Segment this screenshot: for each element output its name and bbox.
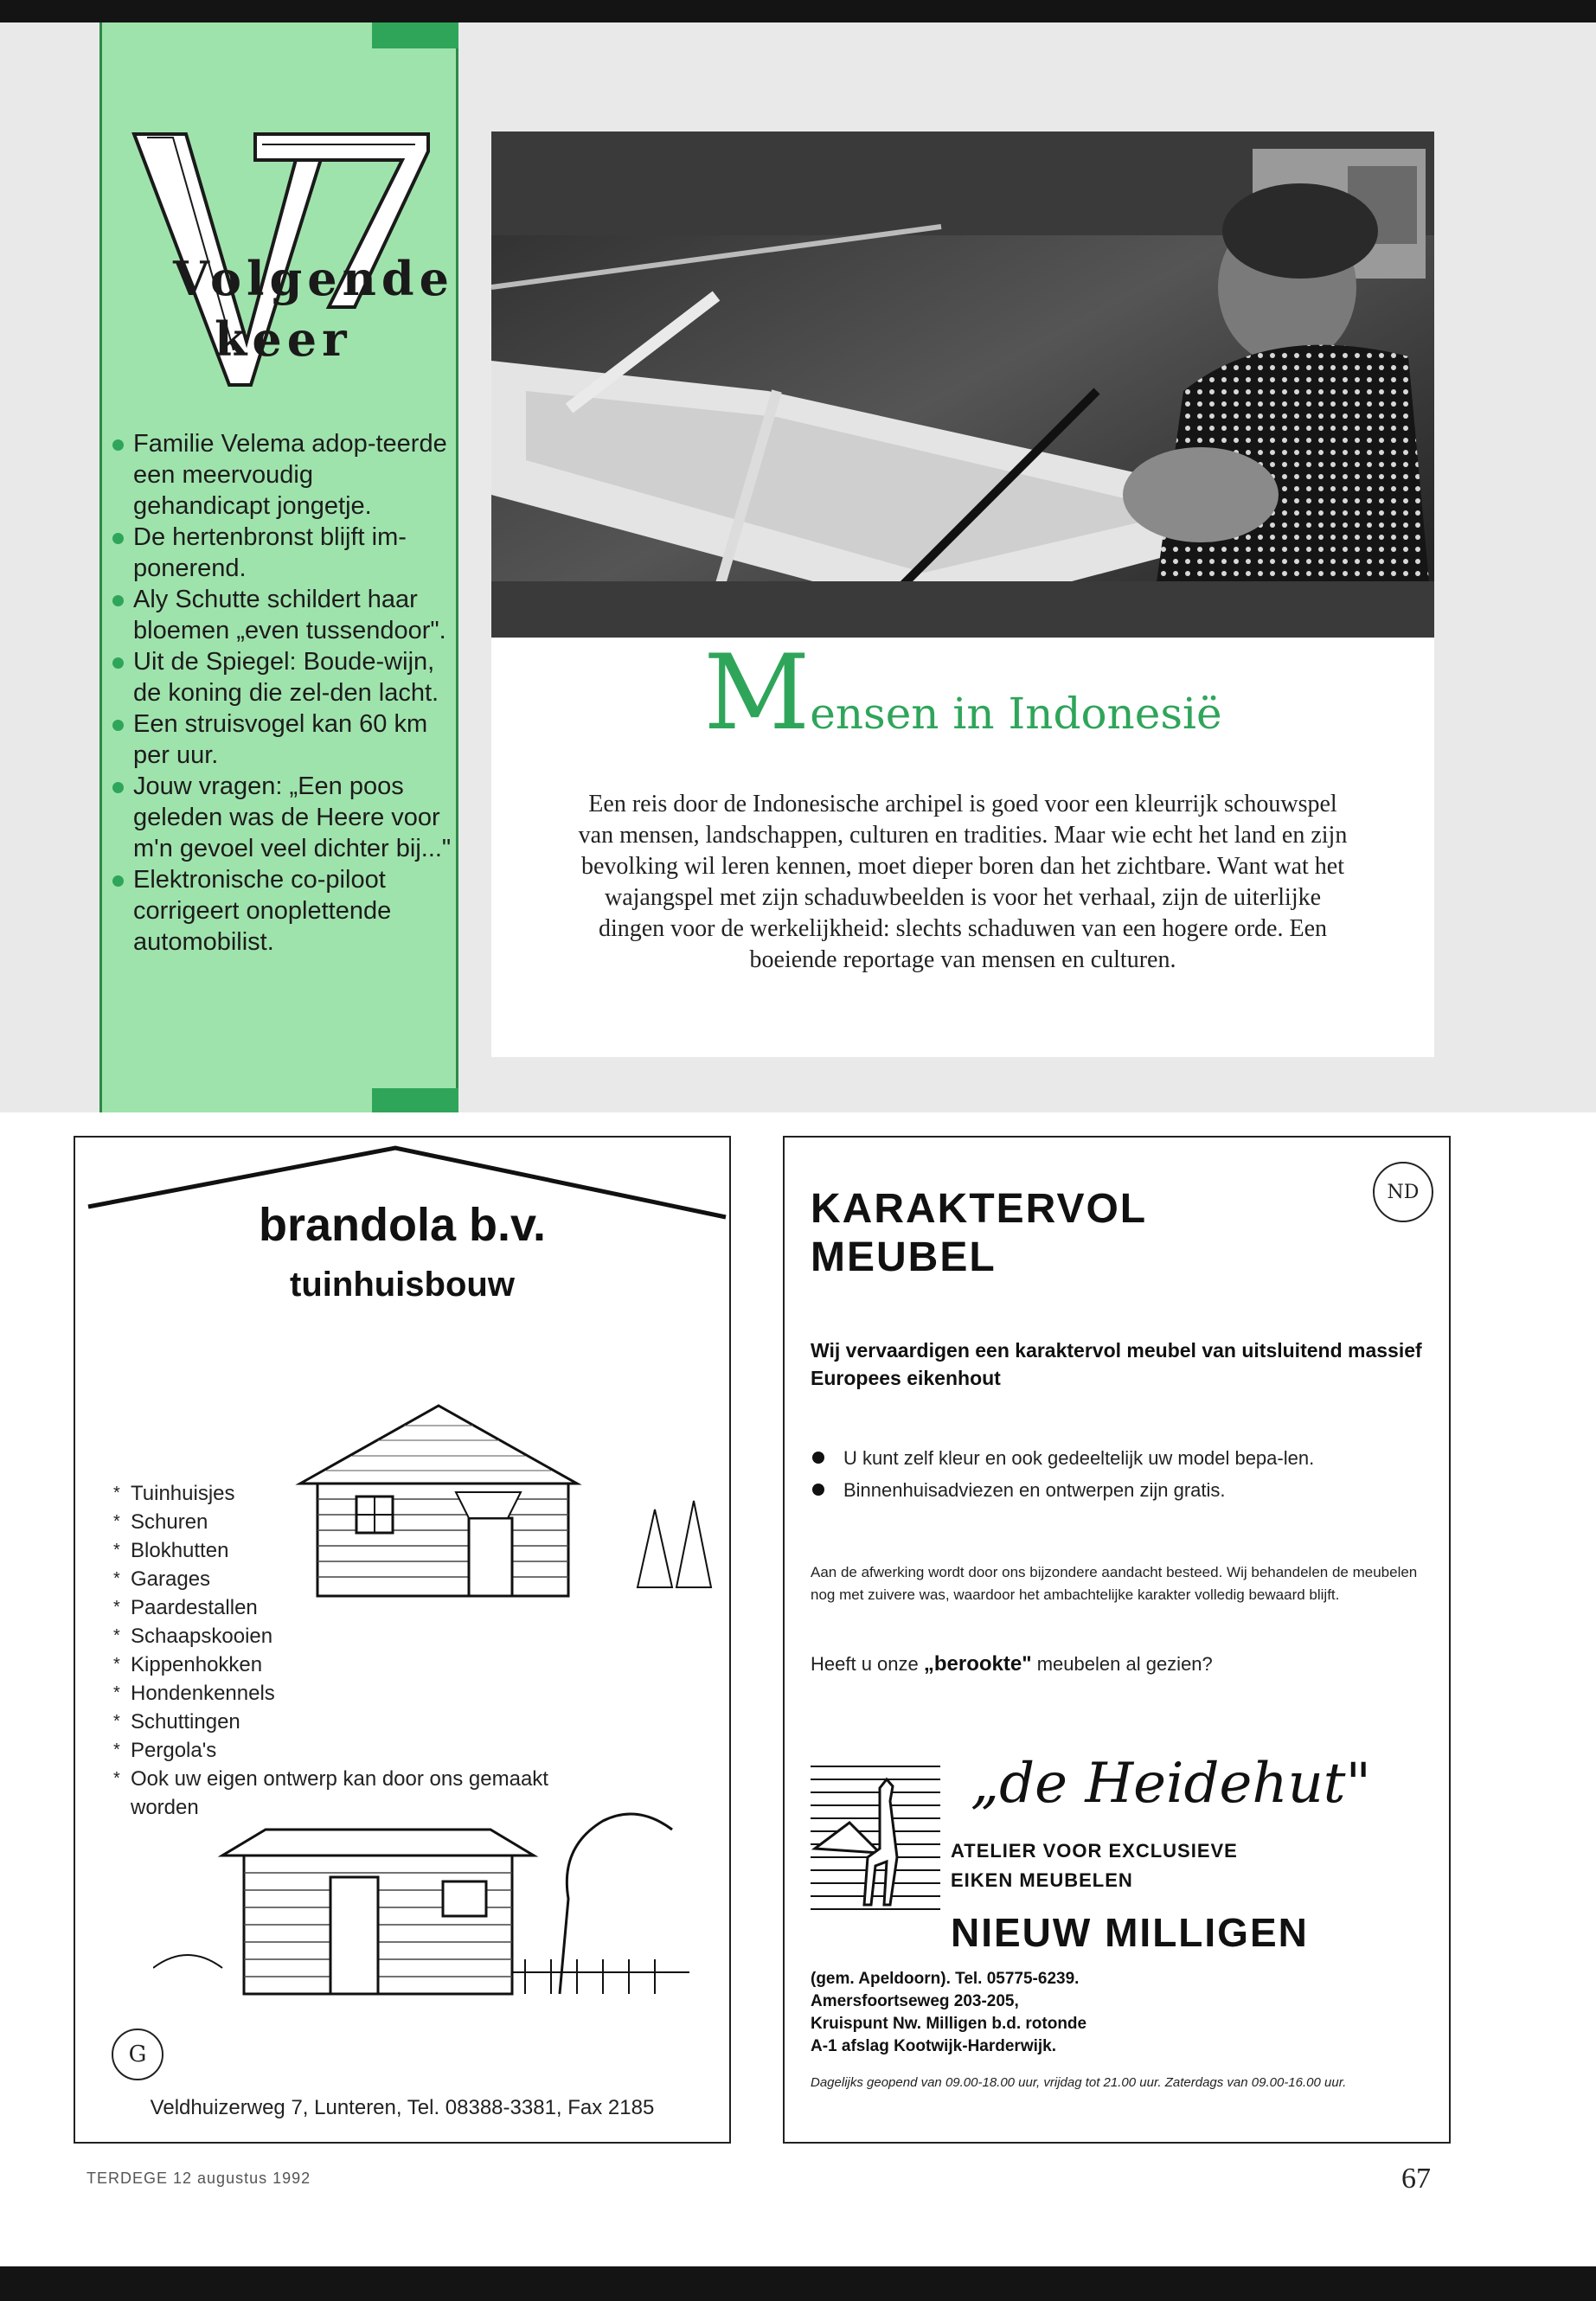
product-item: * Hondenkennels <box>110 1679 563 1708</box>
product-item: * Blokhutten <box>110 1536 563 1565</box>
heidehut-brand: „de Heidehut" <box>971 1752 1371 1816</box>
question-post: meubelen al gezien? <box>1036 1653 1213 1675</box>
question-pre: Heeft u onze <box>811 1653 919 1675</box>
green-tab-top <box>372 22 458 48</box>
product-item: * Kippenhokken <box>110 1650 563 1679</box>
teaser-item: Jouw vragen: „Een poos geleden was de Heere voor m'n gevoel veel dichter bij..." <box>106 771 452 864</box>
article-panel <box>491 131 1434 1057</box>
address-line: Amersfoortseweg 203-205, <box>811 1992 1019 2010</box>
address-line: A-1 afslag Kootwijk-Harderwijk. <box>811 2037 1057 2055</box>
address-line: (gem. Apeldoorn). Tel. 05775-6239. <box>811 1970 1080 1988</box>
opening-hours: Dagelijks geopend van 09.00-18.00 uur, vrijdag tot 21.00 uur. Zaterdags van 09.00-16.00 uur. <box>811 2075 1347 2090</box>
atelier-line: ATELIER VOOR EXCLUSIEVE <box>951 1840 1238 1862</box>
feature-list <box>811 1445 1425 1509</box>
heidehut-address <box>811 1968 1442 2058</box>
product-item: * Schuttingen <box>110 1708 563 1736</box>
heading-keer: keer <box>215 311 352 367</box>
product-item: * Schaapskooien <box>110 1622 563 1650</box>
product-item: * Paardestallen <box>110 1593 563 1622</box>
question-bold: „berookte" <box>923 1652 1032 1676</box>
weaving-woman-photo <box>491 131 1434 638</box>
town-name: NIEUW MILLIGEN <box>951 1910 1309 1955</box>
finishing-note: Aan de afwerking wordt door ons bijzondere aandacht besteed. Wij behandelen de meubelen nog met zuivere was, waardoor het ambachtelijke karakter volledig bewaard blijft. <box>811 1564 1418 1603</box>
green-tab-bottom <box>372 1088 458 1112</box>
nd-badge-icon: ND <box>1373 1162 1433 1222</box>
feature-item: U kunt zelf kleur en ook gedeeltelijk uw model bepa-len. <box>811 1445 1425 1471</box>
g-badge-icon: G <box>112 2029 163 2080</box>
brandola-name: brandola b.v. <box>258 1199 547 1251</box>
teaser-list <box>106 428 452 958</box>
headline <box>811 1185 1147 1282</box>
top-border <box>0 0 1596 22</box>
publication-line: TERDEGE 12 augustus 1992 <box>87 2170 311 2187</box>
teaser-item: Elektronische co-piloot corrigeert onoplettende automobilist. <box>106 864 452 958</box>
product-item: * Pergola's <box>110 1736 563 1765</box>
atelier-line: EIKEN MEUBELEN <box>951 1869 1133 1891</box>
product-item: * Garages <box>110 1565 563 1593</box>
brandola-address: Veldhuizerweg 7, Lunteren, Tel. 08388-3381, Fax 2185 <box>150 2096 655 2119</box>
question-line <box>811 1652 1425 1676</box>
product-item: * Tuinhuisjes <box>110 1479 563 1508</box>
bottom-border <box>0 2266 1596 2301</box>
teaser-item: De hertenbronst blijft im-ponerend. <box>106 522 452 584</box>
headline-line: MEUBEL <box>811 1234 997 1280</box>
heading-volgende: Volgende <box>173 251 454 306</box>
intro-text: Wij vervaardigen een karaktervol meubel van uitsluitend massief Europees eikenhout <box>811 1339 1422 1389</box>
shed-icon <box>153 1795 707 2020</box>
product-item: * Ook uw eigen ontwerp kan door ons gemaakt worden <box>110 1765 563 1822</box>
title-rest: ensen in Indonesië <box>810 689 1222 739</box>
brandola-advertisement <box>74 1136 731 2144</box>
page-number: 67 <box>1401 2163 1431 2195</box>
teaser-item: Aly Schutte schildert haar bloemen „even tussendoor". <box>106 584 452 646</box>
headline-line: KARAKTERVOL <box>811 1186 1148 1232</box>
article-body: Een reis door de Indonesische archipel is goed voor een kleurrijk schouwspel van mensen, landschappen, culturen en tradities. Maar wie echt het land en zijn bevolking wil leren kennen, moet dieper boren dan het zichtbare. Want wat het wajangspel met zijn schaduwbeelden is voor het verhaal, zijn de uiterlijke dingen voor de werkelijkheid: slechts schaduwen van een hogere orde. Een boeiende reportage van mensen en culturen. <box>578 791 1348 973</box>
heidehut-advertisement <box>783 1136 1451 2144</box>
brandola-subtitle: tuinhuisbouw <box>290 1266 515 1304</box>
title-initial: M <box>703 633 811 753</box>
product-list <box>110 1479 563 1822</box>
address-line: Kruispunt Nw. Milligen b.d. rotonde <box>811 2015 1087 2033</box>
teaser-item: Familie Velema adop-teerde een meervoudig gehandicapt jongetje. <box>106 428 452 522</box>
product-item: * Schuren <box>110 1508 563 1536</box>
article-title <box>491 633 1434 753</box>
teaser-item: Een struisvogel kan 60 km per uur. <box>106 708 452 771</box>
teaser-item: Uit de Spiegel: Boude-wijn, de koning die zel-den lacht. <box>106 646 452 708</box>
feature-item: Binnenhuisadviezen en ontwerpen zijn gratis. <box>811 1477 1425 1503</box>
deer-logo-icon <box>811 1753 940 1935</box>
atelier-text <box>951 1836 1238 1895</box>
